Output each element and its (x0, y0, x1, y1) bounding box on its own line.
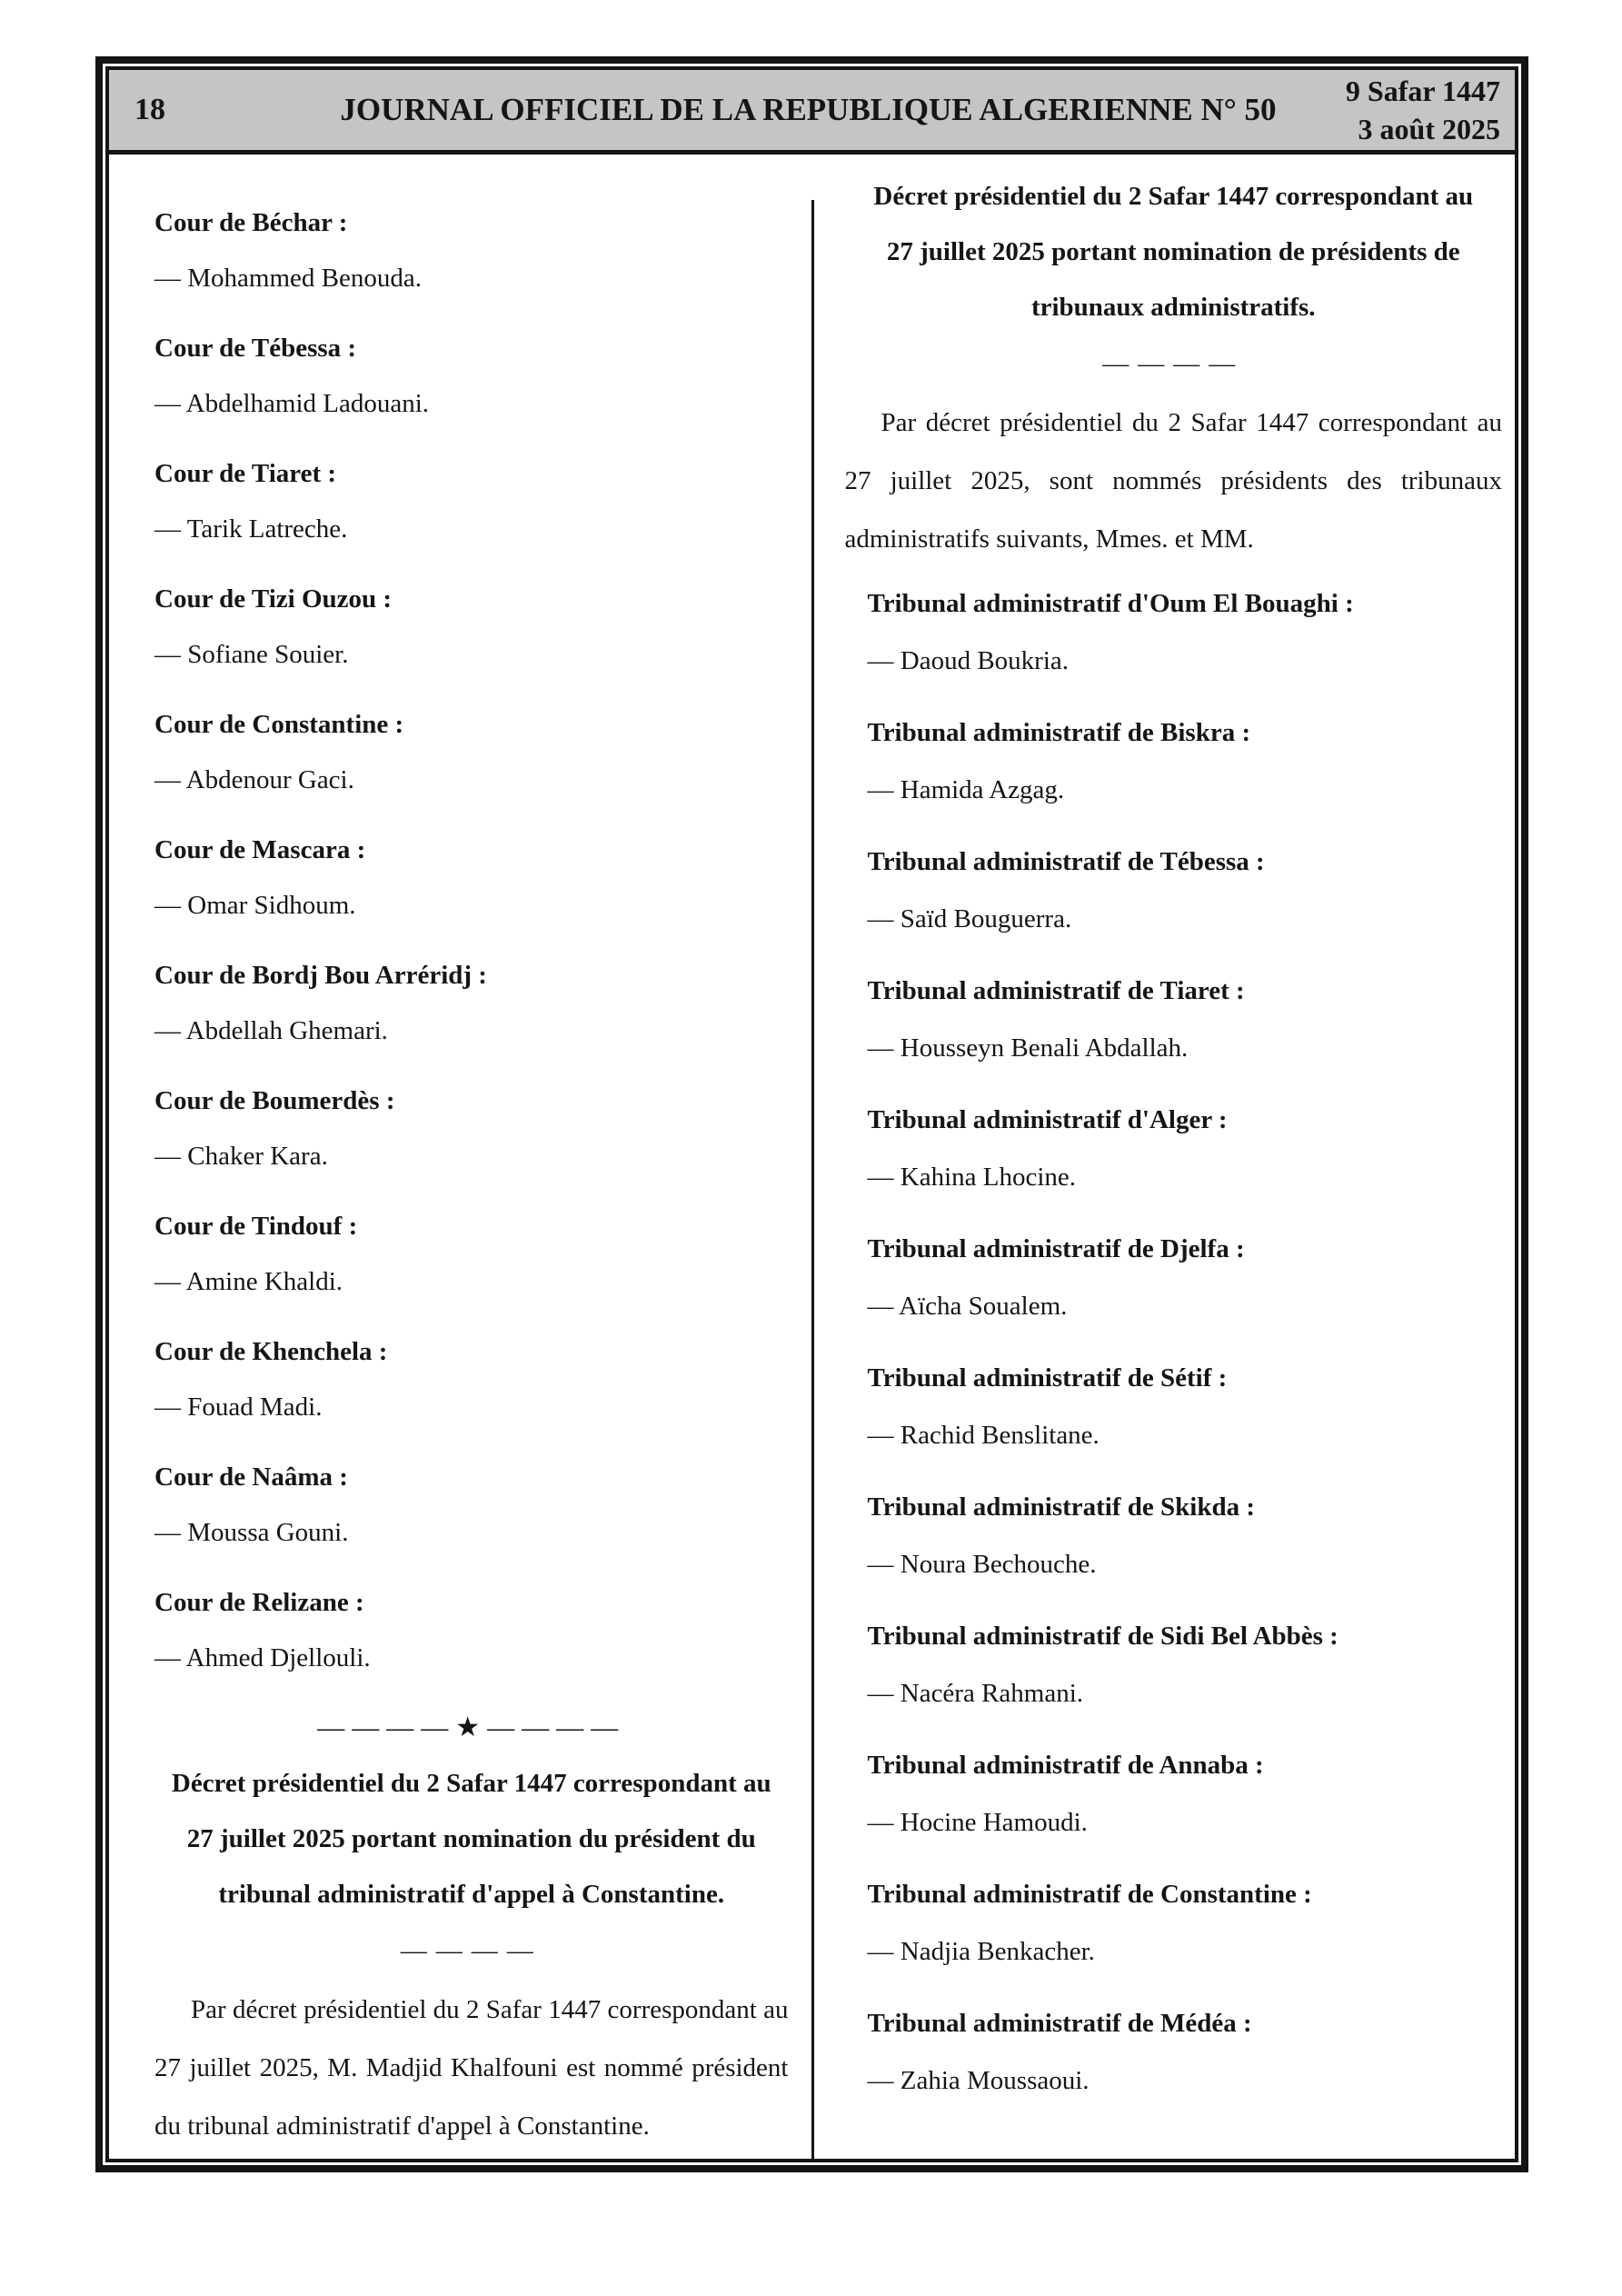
tribunal-heading: Tribunal administratif de Djelfa : (867, 1234, 1245, 1263)
court-entry (154, 1585, 789, 1675)
star-separator: ————★———— (317, 1712, 626, 1742)
journal-title: JOURNAL OFFICIEL DE LA REPUBLIQUE ALGERIENNE N° 50 (340, 92, 1277, 127)
tribunal-entry (868, 1619, 1503, 1711)
court-heading: Cour de Khenchela : (154, 1337, 388, 1366)
court-heading: Cour de Relizane : (154, 1588, 364, 1617)
tribunal-entry (868, 973, 1503, 1065)
tribunal-entry (868, 1490, 1503, 1582)
date-gregorian: 3 août 2025 (1358, 113, 1500, 145)
decree-heading-line: tribunal administratif d'appel à Constantine. (218, 1880, 725, 1909)
tribunal-name: — Noura Bechouche. (867, 1550, 1097, 1579)
court-name: — Mohammed Benouda. (154, 264, 422, 293)
tribunal-name: — Rachid Benslitane. (867, 1421, 1100, 1450)
tribunal-entry (868, 586, 1503, 678)
court-heading: Cour de Mascara : (154, 835, 366, 864)
page-frame (95, 56, 1528, 2172)
page-number: 18 (134, 93, 165, 126)
content-columns (109, 155, 1515, 2159)
court-name: — Abdenour Gaci. (154, 765, 354, 794)
tribunal-entry (868, 844, 1503, 936)
decree-heading-right (845, 169, 1503, 335)
court-heading: Cour de Tiaret : (154, 459, 337, 488)
court-heading: Cour de Tizi Ouzou : (154, 584, 393, 614)
tribunal-heading: Tribunal administratif de Annaba : (867, 1751, 1264, 1780)
decree-heading-line: 27 juillet 2025 portant nomination de présidents de (886, 237, 1460, 266)
tribunal-entry (868, 715, 1503, 807)
decree-heading-line: tribunaux administratifs. (1030, 293, 1316, 322)
court-heading: Cour de Naâma : (154, 1462, 348, 1492)
tribunal-entry (868, 1103, 1503, 1194)
dash-separator-right: ———— (1102, 349, 1245, 378)
court-entry (154, 205, 789, 295)
tribunal-name: — Saïd Bouguerra. (867, 904, 1072, 933)
tribunal-name: — Nacéra Rahmani. (867, 1679, 1084, 1708)
court-name: — Omar Sidhoum. (154, 891, 356, 920)
left-column (109, 155, 812, 2159)
header-dates (1346, 72, 1500, 148)
court-entry (154, 582, 789, 672)
court-name: — Sofiane Souier. (154, 640, 349, 669)
decree-heading-left (154, 1756, 789, 1922)
court-name: — Abdellah Ghemari. (154, 1016, 388, 1045)
tribunal-entry (868, 1877, 1503, 1969)
court-entries-list (154, 205, 789, 1675)
tribunal-name: — Daoud Boukria. (867, 646, 1069, 675)
tribunal-heading: Tribunal administratif de Biskra : (867, 718, 1251, 747)
court-heading: Cour de Tébessa : (154, 334, 357, 363)
tribunal-name: — Kahina Lhocine. (867, 1163, 1077, 1192)
tribunal-entry (868, 1361, 1503, 1452)
tribunal-name: — Zahia Moussaoui. (867, 2066, 1090, 2095)
decree-heading-line: Décret présidentiel du 2 Safar 1447 correspondant au (171, 1769, 771, 1798)
court-name: — Moussa Gouni. (154, 1518, 349, 1547)
court-name: — Abdelhamid Ladouani. (154, 389, 430, 418)
tribunal-heading: Tribunal administratif d'Oum El Bouaghi : (867, 589, 1354, 618)
court-entry (154, 456, 789, 546)
tribunal-name: — Hamida Azgag. (867, 775, 1065, 804)
tribunal-name: — Hocine Hamoudi. (867, 1808, 1088, 1837)
tribunal-name: — Aïcha Soualem. (867, 1292, 1068, 1321)
tribunal-heading: Tribunal administratif de Tiaret : (867, 976, 1245, 1005)
court-entry (154, 833, 789, 923)
court-name: — Amine Khaldi. (154, 1267, 343, 1296)
tribunal-name: — Housseyn Benali Abdallah. (867, 1033, 1189, 1063)
tribunal-name: — Nadjia Benkacher. (867, 1937, 1095, 1966)
dash-separator-left: ———— (400, 1936, 542, 1965)
decree-heading-line: Décret présidentiel du 2 Safar 1447 correspondant au (873, 182, 1474, 211)
decree-heading-line: 27 juillet 2025 portant nomination du président du (186, 1824, 756, 1853)
court-entry (154, 1334, 789, 1424)
tribunal-heading: Tribunal administratif d'Alger : (867, 1105, 1228, 1134)
page-inner-border (105, 66, 1518, 2162)
header-band (109, 70, 1515, 155)
court-heading: Cour de Tindouf : (154, 1212, 358, 1241)
tribunal-heading: Tribunal administratif de Sidi Bel Abbès : (867, 1622, 1338, 1651)
court-entry (154, 331, 789, 421)
court-heading: Cour de Béchar : (154, 208, 348, 237)
decree-paragraph-left: Par décret présidentiel du 2 Safar 1447 correspondant au 27 juillet 2025, M. Madjid Khalfouni est nommé président du tribunal administratif d'appel à Constantine. (154, 1995, 789, 2141)
right-column (812, 155, 1516, 2159)
court-entry (154, 707, 789, 797)
court-name: — Chaker Kara. (154, 1142, 328, 1171)
tribunal-heading: Tribunal administratif de Médéa : (867, 2009, 1252, 2038)
court-name: — Tarik Latreche. (154, 514, 348, 544)
date-hijri: 9 Safar 1447 (1345, 75, 1500, 107)
court-heading: Cour de Bordj Bou Arréridj : (154, 961, 487, 990)
column-divider (811, 200, 814, 2159)
court-heading: Cour de Constantine : (154, 710, 404, 739)
court-entry (154, 1083, 789, 1173)
tribunal-entry (868, 2006, 1503, 2098)
tribunal-entry (868, 1748, 1503, 1840)
decree-paragraph-right: Par décret présidentiel du 2 Safar 1447 correspondant au 27 juillet 2025, sont nommés présidents des tribunaux administratifs suivants, Mmes. et MM. (844, 408, 1502, 554)
tribunal-heading: Tribunal administratif de Tébessa : (867, 847, 1265, 876)
court-entry (154, 958, 789, 1048)
court-name: — Ahmed Djellouli. (154, 1643, 371, 1672)
tribunal-entry (868, 1232, 1503, 1323)
tribunal-entries-list (868, 586, 1503, 2098)
court-name: — Fouad Madi. (154, 1393, 323, 1422)
tribunal-heading: Tribunal administratif de Sétif : (867, 1363, 1228, 1393)
court-entry (154, 1209, 789, 1299)
tribunal-heading: Tribunal administratif de Skikda : (867, 1492, 1256, 1522)
court-heading: Cour de Boumerdès : (154, 1086, 395, 1115)
tribunal-heading: Tribunal administratif de Constantine : (867, 1880, 1312, 1909)
court-entry (154, 1460, 789, 1550)
